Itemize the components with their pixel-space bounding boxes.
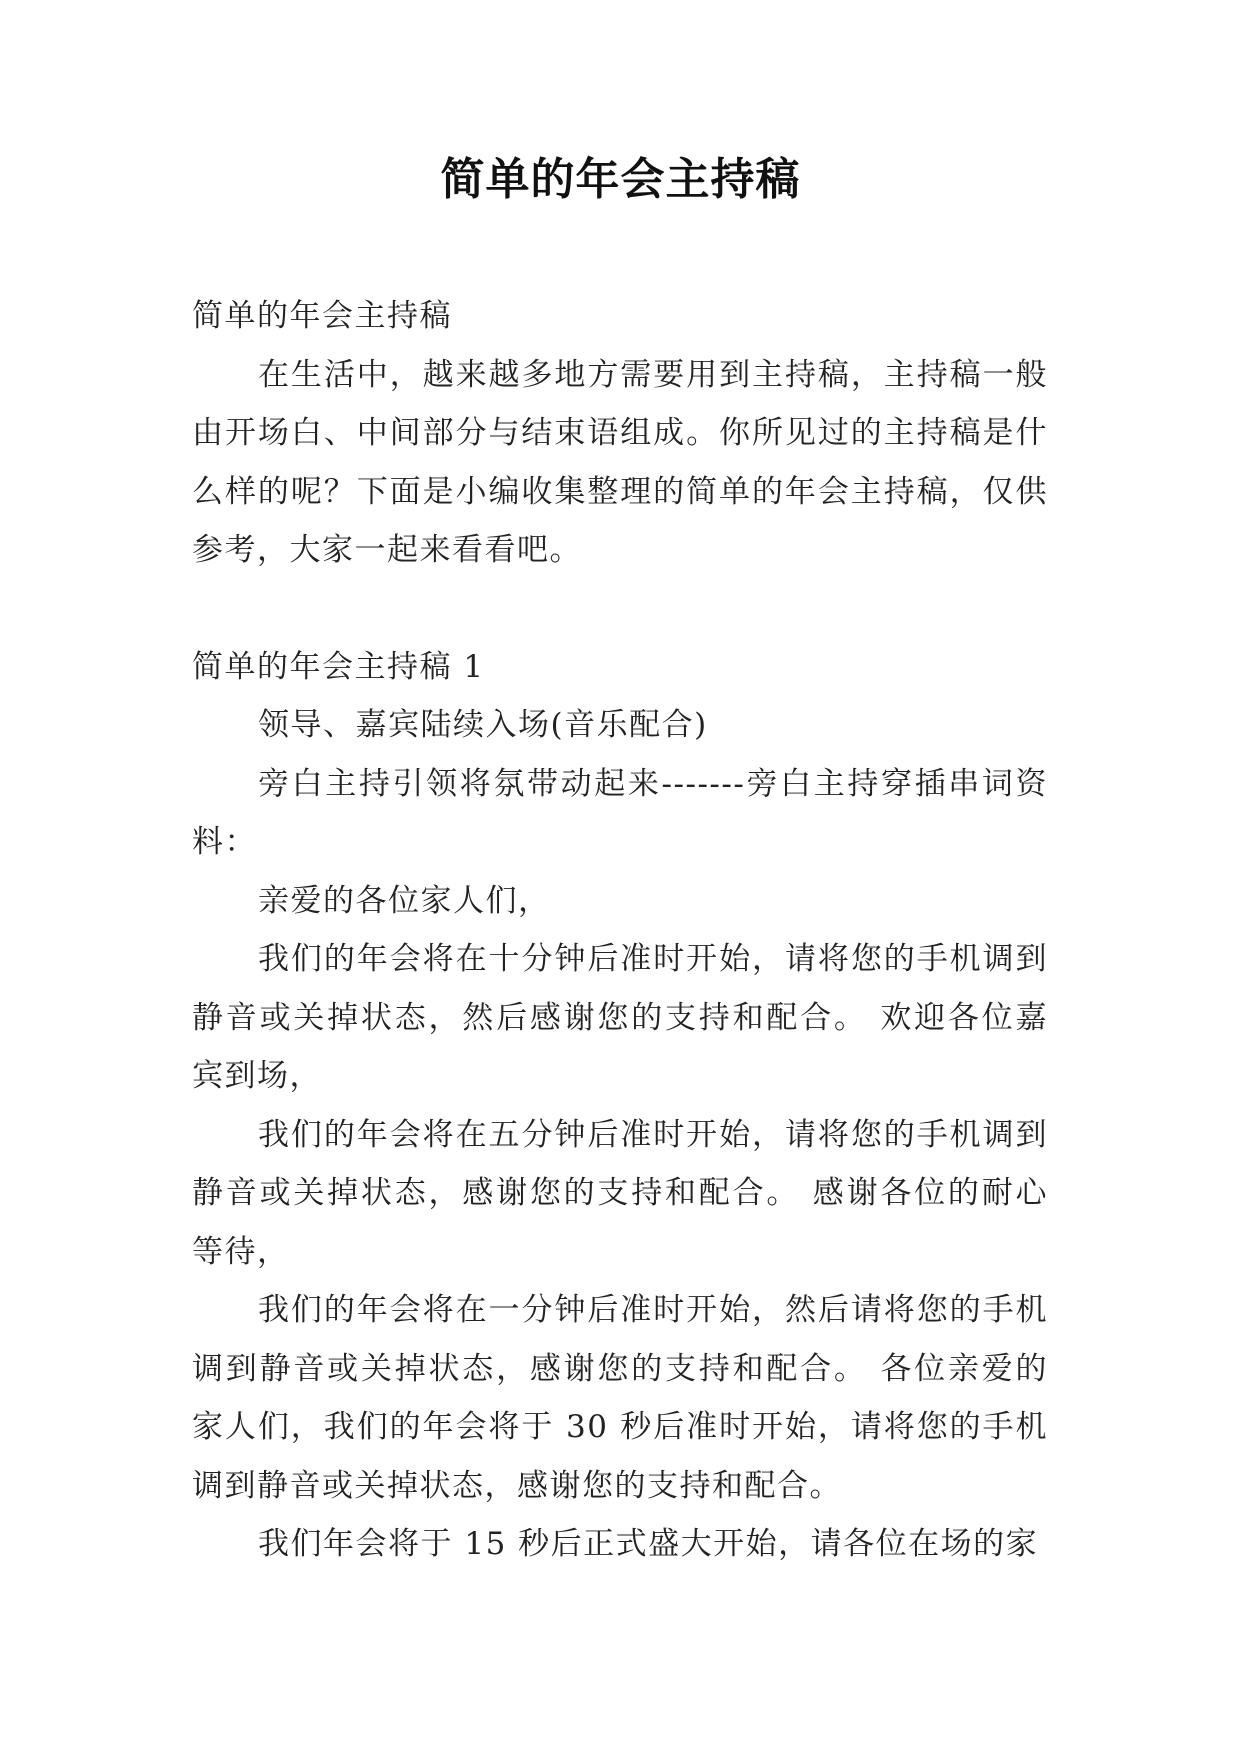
intro-heading: 简单的年会主持稿 (192, 298, 452, 334)
paragraph: 我们的年会将在十分钟后准时开始，请将您的手机调到静音或关掉状态，然后感谢您的支持和配合。 欢迎各位嘉宾到场， (192, 941, 1048, 1094)
intro-paragraph: 在生活中，越来越多地方需要用到主持稿，主持稿一般由开场白、中间部分与结束语组成。你所见过的主持稿是什么样的呢？下面是小编收集整理的简单的年会主持稿，仅供参考，大家一起来看看吧。 (192, 356, 1048, 568)
section-spacer (192, 580, 1048, 638)
paragraph: 我们的年会将在一分钟后准时开始，然后请将您的手机调到静音或关掉状态，感谢您的支持和配合。 各位亲爱的家人们，我们的年会将于 30 秒后准时开始，请将您的手机调到静音或关掉状态，感谢您的支持和配合。 (192, 1292, 1048, 1504)
paragraph: 我们的年会将在五分钟后准时开始，请将您的手机调到静音或关掉状态，感谢您的支持和配合。 感谢各位的耐心等待， (192, 1116, 1048, 1270)
document-body (192, 287, 1048, 1574)
paragraph: 亲爱的各位家人们， (258, 882, 551, 919)
paragraph: 旁白主持引领将氛带动起来-------旁白主持穿插串词资料： (192, 765, 1048, 860)
paragraph: 我们年会将于 15 秒后正式盛大开始，请各位在场的家 (258, 1526, 1039, 1562)
document-title: 简单的年会主持稿 (440, 154, 801, 205)
paragraph: 领导、嘉宾陆续入场(音乐配合) (258, 707, 708, 743)
section-heading: 简单的年会主持稿 1 (192, 648, 485, 685)
